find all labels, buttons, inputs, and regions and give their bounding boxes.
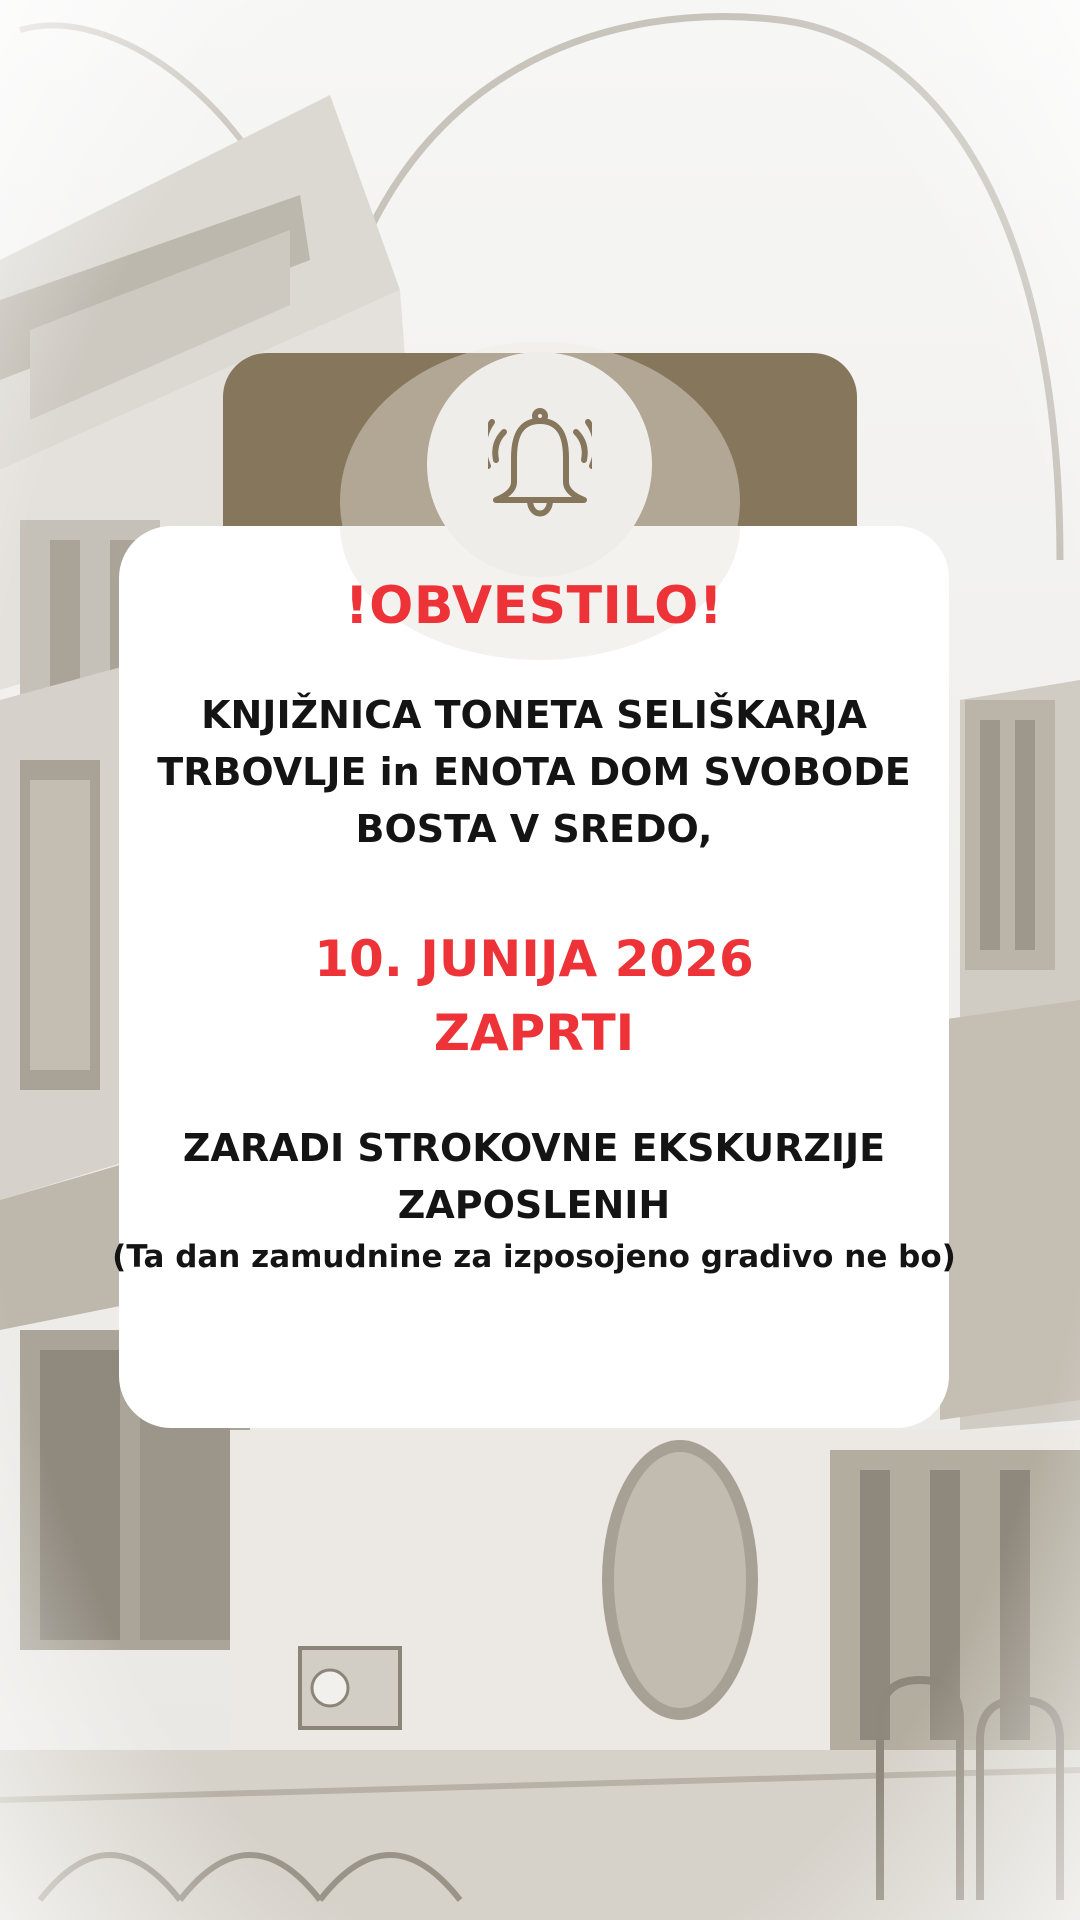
statement-line-2: TRBOVLJE in ENOTA DOM SVOBODE (157, 750, 911, 794)
bell-badge (427, 352, 652, 577)
notice-title: !OBVESTILO! (344, 576, 724, 636)
reason-line-1: ZARADI STROKOVNE EKSKURZIJE (182, 1126, 886, 1170)
closure-date: 10. JUNIJA 2026 (314, 930, 754, 988)
library-closure-statement (119, 687, 949, 858)
closure-status: ZAPRTI (433, 1004, 635, 1062)
statement-line-3: BOSTA V SREDO, (355, 807, 713, 851)
bell-ringing-icon (488, 406, 592, 524)
statement-line-1: KNJIŽNICA TONETA SELIŠKARJA (201, 693, 867, 737)
closure-date-block (119, 922, 949, 1070)
late-fee-note: (Ta dan zamudnine za izposojeno gradivo ne bo) (112, 1239, 956, 1275)
closure-reason (119, 1120, 949, 1234)
reason-line-2: ZAPOSLENIH (397, 1183, 671, 1227)
